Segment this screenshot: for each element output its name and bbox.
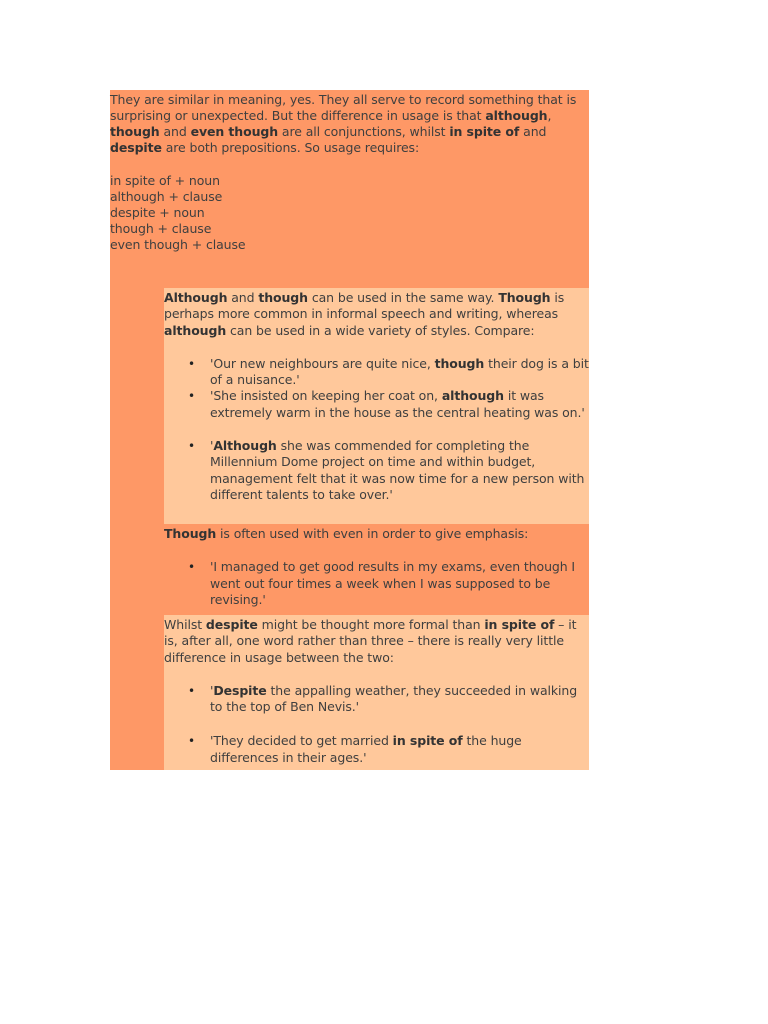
term-though: though [110, 124, 160, 139]
section-text: might be thought more formal than [257, 617, 485, 632]
example-item [210, 559, 589, 608]
term-in-spite-of: in spite of [484, 617, 555, 632]
term-despite: despite [110, 140, 162, 155]
term-although: although [485, 108, 548, 123]
example-item [210, 733, 589, 766]
example-item [210, 356, 589, 389]
section-paragraph [164, 290, 589, 339]
example-item [210, 683, 589, 716]
example-text: ' [210, 438, 214, 454]
term-even-though: even though [190, 124, 279, 139]
section-text: – it is, after all, one word rather than three – there is really very little difference in usage between the two: [164, 617, 577, 665]
intro-text: are both prepositions. So usage requires: [161, 140, 420, 155]
section-text: Whilst [164, 617, 206, 632]
term-although: although [441, 388, 504, 404]
intro-paragraph [110, 92, 589, 156]
term-though: though [258, 290, 308, 305]
example-text: 'I managed to get good results in my exams, even though I went out four times a week when I was supposed to be revising.' [210, 559, 576, 607]
document-panel [110, 90, 589, 770]
intro-text: , [547, 108, 552, 123]
term-despite: Despite [213, 682, 267, 698]
term-in-spite-of: in spite of [449, 124, 520, 139]
usage-item: despite + noun [110, 205, 205, 220]
term-although: although [164, 322, 227, 338]
term-though: Though [498, 290, 551, 305]
example-item [210, 388, 589, 421]
usage-item: in spite of + noun [110, 173, 220, 188]
term-despite: despite [205, 617, 258, 632]
section-text: can be used in a wide variety of styles. Compare: [226, 322, 535, 338]
usage-item: although + clause [110, 189, 223, 204]
usage-item: though + clause [110, 221, 212, 236]
intro-text: and [519, 124, 547, 139]
term-though: though [434, 355, 485, 371]
example-text: the huge differences in their ages.' [210, 733, 522, 765]
section-paragraph [164, 617, 589, 666]
example-text: the appalling weather, they succeeded in walking to the top of Ben Nevis.' [210, 682, 578, 715]
section-paragraph [164, 526, 589, 542]
example-text: their dog is a bit of a nuisance.' [210, 355, 589, 388]
example-text: 'Our new neighbours are quite nice, [210, 355, 435, 371]
term-although: Although [164, 290, 228, 305]
example-list [164, 356, 589, 503]
example-text: ' [210, 682, 214, 698]
intro-block [110, 92, 589, 253]
intro-text: and [159, 124, 191, 139]
example-item [210, 438, 589, 503]
example-list [164, 683, 589, 766]
example-text: 'She insisted on keeping her coat on, [210, 388, 442, 404]
usage-list [110, 173, 589, 253]
section-although-though [164, 288, 589, 524]
intro-text: are all conjunctions, whilst [278, 124, 450, 139]
example-list [164, 559, 589, 608]
example-text: she was commended for completing the Millennium Dome project on time and within budget, management felt that it was now time for a new person with different talents to take over.' [210, 438, 585, 502]
term-although: Although [213, 438, 277, 454]
term-though: Though [164, 526, 217, 541]
term-in-spite-of: in spite of [392, 733, 463, 749]
section-text: can be used in the same way. [307, 290, 499, 305]
section-text: is perhaps more common in informal speech and writing, whereas [164, 290, 565, 322]
example-text: 'They decided to get married [210, 733, 393, 749]
section-despite [164, 615, 589, 770]
section-even-though [164, 524, 589, 615]
intro-text: They are similar in meaning, yes. They all serve to record something that is surprising or unexpected. But the difference in usage is that [110, 92, 577, 123]
section-text: and [227, 290, 259, 305]
example-text: it was extremely warm in the house as the central heating was on.' [210, 388, 585, 420]
section-text: is often used with even in order to give emphasis: [216, 526, 529, 541]
usage-item: even though + clause [110, 237, 246, 252]
